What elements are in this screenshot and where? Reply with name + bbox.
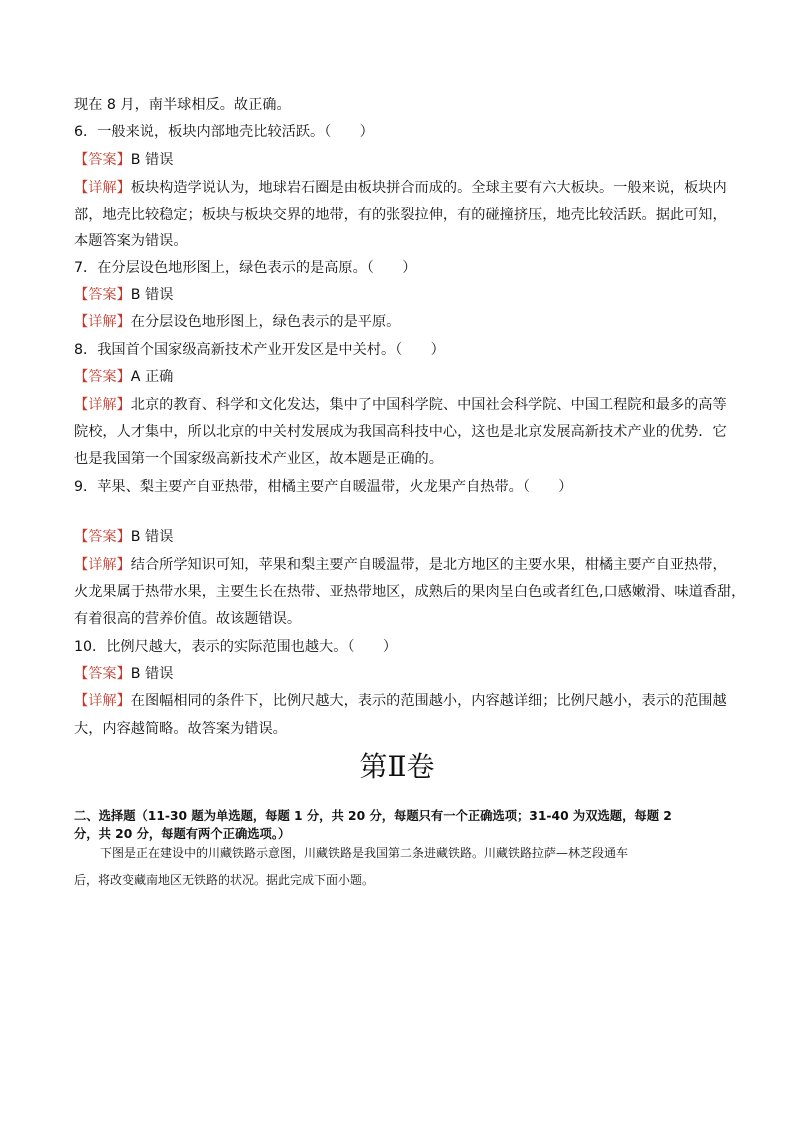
- question-7: 7．在分层设色地形图上，绿色表示的是高原。（ ）: [74, 260, 417, 276]
- detail-text: 结合所学知识可知，苹果和梨主要产自暖温带，是北方地区的主要水果，柑橘主要产自亚热带，: [130, 557, 727, 573]
- answer-tag: 【答案】: [74, 287, 131, 303]
- detail-9-line-3: 有着很高的营养价值。故该题错误。: [74, 611, 302, 627]
- part2-heading-line-1: 二、选择题（11-30 题为单选题，每题 1 分，共 20 分，每题只有一个正确选项；31-40 为双选题，每题 2: [74, 809, 672, 823]
- answer-10: [74, 664, 173, 684]
- answer-tag: 【答案】: [74, 369, 131, 385]
- detail-tag: 【详解】: [74, 693, 131, 709]
- passage-line-1: 下图是正在建设中的川藏铁路示意图，川藏铁路是我国第二条进藏铁路。川藏铁路拉萨—林芝段通车: [100, 846, 629, 860]
- answer-value: B 错误: [130, 666, 174, 682]
- detail-8-line-3: 也是我国第一个国家级高新技术产业区，故本题是正确的。: [74, 451, 443, 467]
- answer-8: [74, 367, 173, 387]
- detail-tag: 【详解】: [74, 180, 131, 196]
- question-8: 8．我国首个国家级高新技术产业开发区是中关村。（ ）: [74, 342, 445, 358]
- answer-tag: 【答案】: [74, 529, 131, 545]
- detail-text: 北京的教育、科学和文化发达，集中了中国科学院、中国社会科学院、中国工程院和最多的高等: [130, 397, 727, 413]
- question-9: 9．苹果、梨主要产自亚热带，柑橘主要产自暖温带，火龙果产自热带。（ ）: [74, 479, 573, 495]
- detail-9-line-2: 火龙果属于热带水果，主要生长在热带、亚热带地区，成熟后的果肉呈白色或者红色,口感嫩滑、味道香甜，: [74, 584, 746, 600]
- intro-line: 现在 8 月，南半球相反。故正确。: [74, 97, 291, 113]
- detail-text: 板块构造学说认为，地球岩石圈是由板块拼合而成的。全球主要有六大板块。一般来说，板块内: [130, 180, 727, 196]
- part2-heading-line-2: 分，共 20 分，每题有两个正确选项。）: [74, 827, 291, 841]
- question-6: 6．一般来说，板块内部地壳比较活跃。（ ）: [74, 124, 374, 140]
- detail-6-line-2: 部，地壳比较稳定；板块与板块交界的地带，有的张裂拉伸，有的碰撞挤压，地壳比较活跃。据此可知，: [74, 207, 727, 223]
- answer-7: [74, 285, 173, 305]
- detail-10-line-2: 大，内容越简略。故答案为错误。: [74, 721, 287, 737]
- answer-tag: 【答案】: [74, 152, 131, 168]
- section-title: 第Ⅱ卷: [359, 750, 435, 783]
- passage-line-2: 后，将改变藏南地区无铁路的状况。据此完成下面小题。: [74, 873, 375, 887]
- detail-7-line-1: [74, 312, 400, 332]
- answer-9: [74, 527, 173, 547]
- detail-tag: 【详解】: [74, 314, 131, 330]
- answer-value: B 错误: [130, 287, 174, 303]
- question-10: 10．比例尺越大，表示的实际范围也越大。（ ）: [74, 639, 398, 655]
- detail-tag: 【详解】: [74, 397, 131, 413]
- detail-tag: 【详解】: [74, 557, 131, 573]
- detail-8-line-1: [74, 395, 727, 415]
- detail-9-line-1: [74, 555, 727, 575]
- detail-6-line-1: [74, 178, 727, 198]
- answer-value: B 错误: [130, 529, 174, 545]
- answer-6: [74, 150, 173, 170]
- answer-value: A 正确: [130, 369, 174, 385]
- answer-value: B 错误: [130, 152, 174, 168]
- detail-8-line-2: 院校，人才集中，所以北京的中关村发展成为我国高科技中心，这也是北京发展高新技术产业的优势．它: [74, 424, 727, 440]
- answer-tag: 【答案】: [74, 666, 131, 682]
- detail-6-line-3: 本题答案为错误。: [74, 233, 188, 249]
- detail-10-line-1: [74, 691, 727, 711]
- detail-text: 在图幅相同的条件下，比例尺越大，表示的范围越小，内容越详细；比例尺越小，表示的范围越: [130, 693, 727, 709]
- detail-text: 在分层设色地形图上，绿色表示的是平原。: [130, 314, 401, 330]
